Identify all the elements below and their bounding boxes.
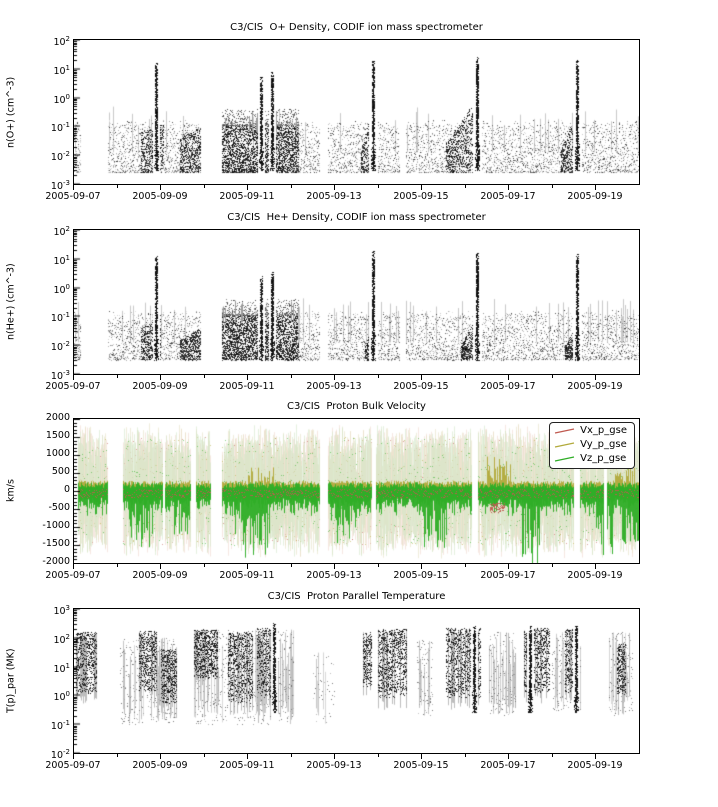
- x-tick-label: 2005-09-19: [567, 381, 623, 392]
- plot-canvas-he-density: [74, 230, 639, 374]
- x-tick-label: 2005-09-13: [306, 191, 362, 202]
- y-tick-label: 500: [51, 466, 70, 477]
- x-tick-mark: [73, 185, 74, 190]
- x-tick-mark: [378, 185, 379, 188]
- legend-entry: [554, 452, 627, 466]
- x-tick-label: 2005-09-15: [393, 381, 449, 392]
- y-tick-label: $10^1$: [53, 253, 70, 267]
- x-tick-label: 2005-09-13: [306, 381, 362, 392]
- plot-canvas-o-density: [74, 40, 639, 184]
- y-tick-label: $10^{-1}$: [50, 311, 70, 325]
- legend-line-sample: [554, 426, 576, 436]
- x-tick-mark: [552, 375, 553, 378]
- y-tick-label: -1000: [42, 520, 70, 531]
- x-tick-mark: [334, 564, 335, 569]
- panel-title: C3/CIS Proton Bulk Velocity: [287, 401, 426, 412]
- x-tick-mark: [117, 185, 118, 188]
- y-tick-label: 1000: [45, 448, 70, 459]
- legend-label: Vz_p_gse: [580, 453, 627, 464]
- panel-title: C3/CIS He+ Density, CODIF ion mass spectrometer: [227, 212, 486, 223]
- x-tick-label: 2005-09-17: [480, 570, 536, 581]
- plot-area: [73, 418, 640, 564]
- panel-title: C3/CIS Proton Parallel Temperature: [267, 591, 446, 602]
- x-tick-mark: [247, 375, 248, 380]
- x-tick-label: 2005-09-15: [393, 191, 449, 202]
- x-tick-mark: [334, 185, 335, 190]
- x-tick-label: 2005-09-17: [480, 191, 536, 202]
- x-tick-mark: [421, 754, 422, 759]
- x-tick-mark: [204, 375, 205, 378]
- x-tick-mark: [595, 375, 596, 380]
- x-tick-mark: [595, 564, 596, 569]
- x-tick-label: 2005-09-19: [567, 760, 623, 771]
- legend-label: Vy_p_gse: [580, 439, 627, 450]
- x-tick-label: 2005-09-19: [567, 570, 623, 581]
- x-tick-mark: [378, 564, 379, 567]
- y-tick-label: $10^{-2}$: [50, 340, 70, 354]
- x-tick-mark: [291, 375, 292, 378]
- x-tick-mark: [465, 564, 466, 567]
- x-tick-mark: [552, 754, 553, 757]
- y-axis-label: T(p)_par (MK): [5, 648, 17, 714]
- x-tick-mark: [204, 185, 205, 188]
- legend-line-sample: [554, 454, 576, 464]
- y-tick-label: 0: [63, 484, 70, 495]
- y-tick-label: $10^{-1}$: [50, 121, 70, 135]
- x-tick-label: 2005-09-07: [45, 570, 101, 581]
- x-tick-mark: [508, 754, 509, 759]
- x-tick-mark: [117, 564, 118, 567]
- y-tick-label: $10^{-2}$: [50, 150, 70, 164]
- x-tick-label: 2005-09-09: [132, 381, 188, 392]
- x-tick-mark: [421, 375, 422, 380]
- x-tick-mark: [552, 564, 553, 567]
- x-tick-mark: [160, 754, 161, 759]
- x-tick-label: 2005-09-07: [45, 760, 101, 771]
- y-tick-label: -1500: [42, 538, 70, 549]
- x-tick-mark: [465, 375, 466, 378]
- y-tick-label: $10^{-2}$: [50, 748, 70, 762]
- x-tick-mark: [247, 754, 248, 759]
- x-tick-mark: [552, 185, 553, 188]
- x-tick-mark: [291, 754, 292, 757]
- x-tick-label: 2005-09-15: [393, 570, 449, 581]
- plot-area: [73, 229, 640, 375]
- x-tick-label: 2005-09-11: [219, 381, 275, 392]
- x-tick-mark: [465, 754, 466, 757]
- x-tick-mark: [291, 564, 292, 567]
- x-tick-mark: [160, 375, 161, 380]
- plot-area: [73, 39, 640, 185]
- x-tick-mark: [508, 564, 509, 569]
- y-tick-label: 2000: [45, 412, 70, 423]
- x-tick-mark: [204, 754, 205, 757]
- y-tick-label: -2000: [42, 556, 70, 567]
- y-tick-label: $10^0$: [53, 282, 70, 296]
- y-tick-label: $10^0$: [53, 92, 70, 106]
- x-tick-mark: [247, 564, 248, 569]
- y-axis-label: n(O+) (cm^-3): [5, 76, 17, 148]
- x-tick-label: 2005-09-09: [132, 570, 188, 581]
- y-axis-label: n(He+) (cm^-3): [5, 263, 17, 341]
- y-tick-label: -500: [48, 502, 70, 513]
- x-tick-mark: [378, 754, 379, 757]
- x-tick-mark: [378, 375, 379, 378]
- x-tick-label: 2005-09-17: [480, 381, 536, 392]
- x-tick-label: 2005-09-17: [480, 760, 536, 771]
- x-tick-mark: [595, 754, 596, 759]
- y-tick-label: $10^{-3}$: [50, 179, 70, 193]
- y-tick-label: $10^0$: [53, 690, 70, 704]
- plot-canvas-temperature: [74, 609, 639, 753]
- y-tick-label: $10^1$: [53, 63, 70, 77]
- x-tick-mark: [421, 185, 422, 190]
- y-tick-label: $10^2$: [53, 632, 70, 646]
- y-tick-label: 1500: [45, 430, 70, 441]
- x-tick-mark: [334, 754, 335, 759]
- plot-area: [73, 608, 640, 754]
- x-tick-label: 2005-09-09: [132, 191, 188, 202]
- x-tick-mark: [508, 375, 509, 380]
- x-tick-mark: [465, 185, 466, 188]
- x-tick-mark: [117, 375, 118, 378]
- legend-entry: [554, 438, 627, 452]
- x-tick-label: 2005-09-13: [306, 760, 362, 771]
- x-tick-mark: [247, 185, 248, 190]
- x-tick-label: 2005-09-19: [567, 191, 623, 202]
- y-tick-label: $10^{-1}$: [50, 719, 70, 733]
- x-tick-label: 2005-09-11: [219, 570, 275, 581]
- legend: [549, 422, 635, 469]
- y-tick-label: $10^2$: [53, 35, 70, 49]
- x-tick-label: 2005-09-11: [219, 191, 275, 202]
- x-tick-label: 2005-09-15: [393, 760, 449, 771]
- legend-entry: [554, 424, 627, 438]
- x-tick-mark: [204, 564, 205, 567]
- x-tick-label: 2005-09-13: [306, 570, 362, 581]
- legend-label: Vx_p_gse: [580, 425, 627, 436]
- x-tick-mark: [160, 564, 161, 569]
- y-tick-label: $10^2$: [53, 225, 70, 239]
- x-tick-label: 2005-09-09: [132, 760, 188, 771]
- x-tick-label: 2005-09-07: [45, 381, 101, 392]
- x-tick-mark: [73, 375, 74, 380]
- y-tick-label: $10^{-3}$: [50, 369, 70, 383]
- x-tick-mark: [334, 375, 335, 380]
- x-tick-mark: [595, 185, 596, 190]
- x-tick-mark: [117, 754, 118, 757]
- x-tick-mark: [508, 185, 509, 190]
- x-tick-mark: [160, 185, 161, 190]
- x-tick-label: 2005-09-07: [45, 191, 101, 202]
- y-tick-label: $10^3$: [53, 604, 70, 618]
- x-tick-mark: [73, 564, 74, 569]
- y-axis-label: km/s: [5, 479, 17, 503]
- x-tick-mark: [291, 185, 292, 188]
- legend-line-sample: [554, 440, 576, 450]
- x-tick-mark: [421, 564, 422, 569]
- panel-title: C3/CIS O+ Density, CODIF ion mass spectrometer: [230, 22, 483, 33]
- y-tick-label: $10^1$: [53, 661, 70, 675]
- x-tick-mark: [73, 754, 74, 759]
- x-tick-label: 2005-09-11: [219, 760, 275, 771]
